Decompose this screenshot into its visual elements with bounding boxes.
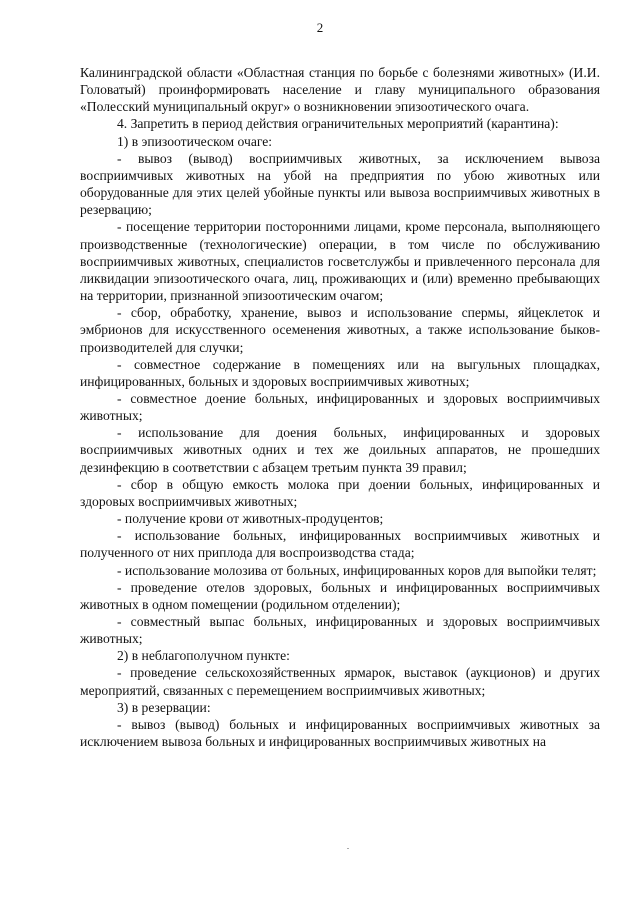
list-item: - использование больных, инфицированных восприимчивых животных и полученного от них приплода для воспроизводства стада; [80, 528, 600, 561]
subheading-epizootic-focus: 1) в эпизоотическом очаге: [117, 133, 273, 149]
paragraph-continuation: Калининградской области «Областная станция по борьбе с болезнями животных» (И.И. Головатый) проинформировать население и главу муниципального образования «Полесский муниципальный округ» о возникновении эпизоотического очага. [80, 65, 600, 115]
scan-dot [347, 848, 349, 849]
subheading-unfavorable-point: 2) в неблагополучном пункте: [117, 648, 290, 664]
page-number: 2 [316, 20, 324, 35]
list-item: - совместное содержание в помещениях или на выгульных площадках, инфицированных, больных и здоровых восприимчивых животных; [80, 356, 600, 389]
list-item: - совместный выпас больных, инфицированных и здоровых восприимчивых животных; [80, 614, 600, 647]
list-item: - использование для доения больных, инфицированных и здоровых восприимчивых животных одних и тех же доильных аппаратов, не прошедших дезинфекцию в соответствии с абзацем третьим пункта 39 правил; [80, 425, 600, 475]
document-body [80, 64, 600, 750]
list-item: - использование молозива от больных, инфицированных коров для выпойки телят; [117, 562, 597, 578]
list-item: - проведение отелов здоровых, больных и инфицированных восприимчивых животных в одном помещении (родильном отделении); [80, 579, 600, 612]
list-item: - сбор, обработку, хранение, вывоз и использование спермы, яйцеклеток и эмбрионов для искусственного осеменения животных, а также использование быков-производителей для случки; [80, 305, 600, 355]
list-item: - проведение сельскохозяйственных ярмарок, выставок (аукционов) и других мероприятий, связанных с перемещением восприимчивых животных; [80, 665, 600, 698]
paragraph-item-4: 4. Запретить в период действия ограничительных мероприятий (карантина): [117, 116, 559, 132]
list-item: - вывоз (вывод) восприимчивых животных, за исключением вывоза восприимчивых животных на убой на предприятия по убою животных или оборудованные для этих целей убойные пункты или вывоза восприимчивых животных в резервацию; [80, 150, 600, 218]
list-item: - получение крови от животных-продуцентов; [117, 511, 384, 527]
list-item: - вывоз (вывод) больных и инфицированных восприимчивых животных за исключением вывоза больных и инфицированных восприимчивых животных на [80, 716, 600, 750]
list-item: - посещение территории посторонними лицами, кроме персонала, выполняющего производственные (технологические) операции, в том числе по обслуживанию восприимчивых животных, специалистов госветслужбы и привлеченного персонала для ликвидации эпизоотического очага, лиц, проживающих и (или) временно пребывающих на территории, признанной эпизоотическим очагом; [80, 219, 600, 304]
list-item: - совместное доение больных, инфицированных и здоровых восприимчивых животных; [80, 390, 600, 424]
subheading-reservation: 3) в резервации: [117, 699, 211, 715]
list-item: - сбор в общую емкость молока при доении больных, инфицированных и здоровых восприимчивых животных; [80, 476, 600, 509]
